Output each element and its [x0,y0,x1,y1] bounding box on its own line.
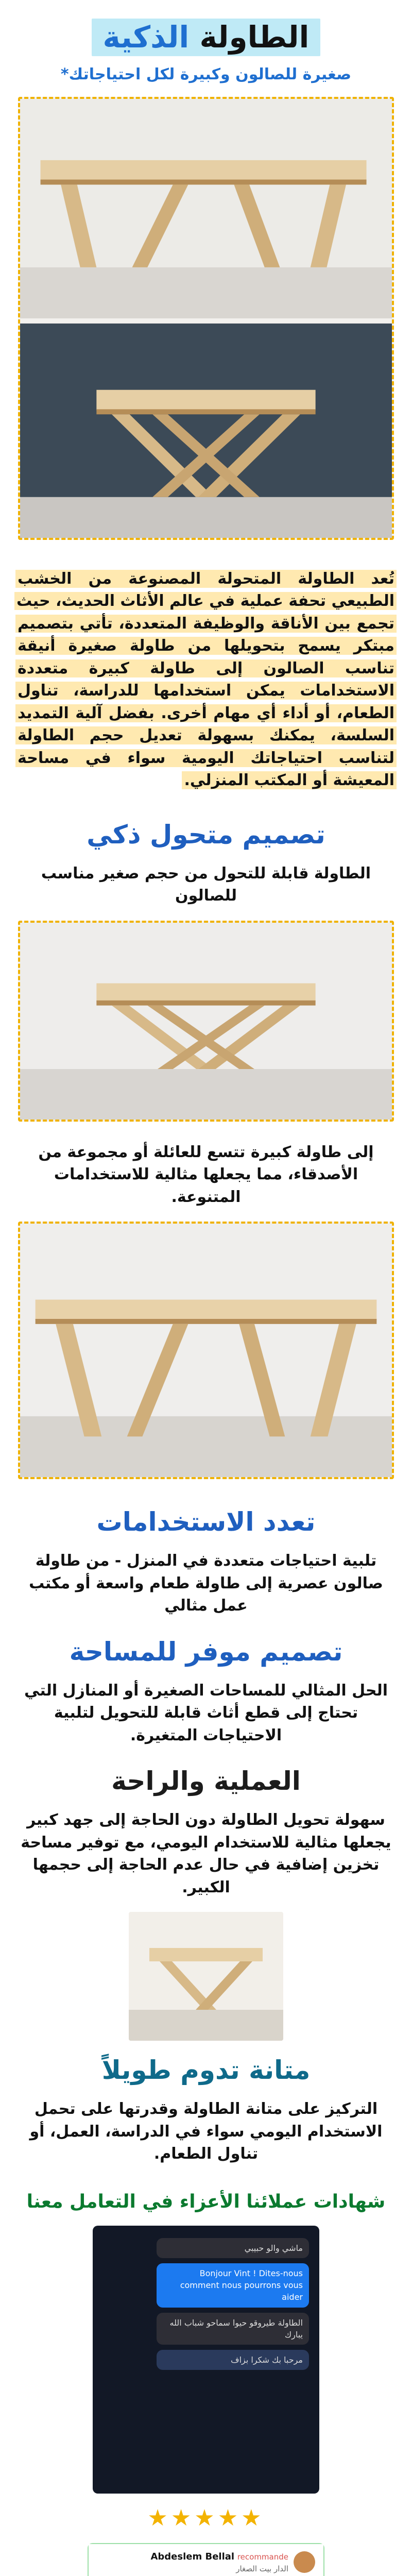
section-text-convenience: سهولة تحويل الطاولة دون الحاجة إلى جهد كبير يجعلها مثالية للاستخدام اليومي، مع توفير مساحة تخزين إضافية في حال عدم الحاجة إلى حجمها الكبير. [21,1811,391,1896]
intro-text: تُعد الطاولة المتحولة المصنوعة من الخشب الطبيعي تحفة عملية في عالم الأثاث الحديث، حيث تجمع بين الأناقة والوظيفة المتعددة، تأتي بتصميم مبتكر يسمح بتحويلها من طاولة صغيرة أنيقة تناسب الصالون إلى طاولة كبيرة متعددة الاستخدامات يمكن استخدامها للدراسة، تناول الطعام، أو أداء أي مهام أخرى. بفضل آلية التمديد السلسة، يمكنك بسهولة تعديل حجم الطاولة لتناسب احتياجاتك اليومية سواء في مساحة المعيشة أو المكتب المنزلي. [14,570,397,790]
section-text-durability: التركيز على متانة الطاولة وقدرتها على تحمل الاستخدام اليومي سواء في الدراسة، العمل، أو تناول الطعام. [29,2100,383,2163]
title-part-2: الذكية [102,20,190,55]
section-heading-space-saving: تصميم موفر للمساحة [0,1638,412,1666]
section-heading-convenience: العملية والراحة [0,1767,412,1795]
chat1-msg-2: Bonjour Vint ! Dites-nous comment nous pourrons vous aider [157,2263,309,2308]
page-subtitle: صغيرة للصالون وكبيرة لكل احتياجاتك* [60,65,352,83]
section-heading-smart-design: تصميم متحول ذكي [0,821,412,849]
intro-paragraph [15,568,397,792]
chat1-msg-4: مرحبا بك شكرا بزاف [157,2350,309,2370]
convertible-table-image [129,1912,283,2041]
review-page-name: الدار بيت الصغار [236,2564,288,2573]
recommend-badge: recommande [237,2552,288,2562]
large-table-illustration [20,1224,392,1477]
section-text-space-saving: الحل المثالي للمساحات الصغيرة أو المنازل التي تحتاج إلى قطع أثاث قابلة للتحويل لتلبية الاحتياجات المتغيرة. [24,1681,388,1744]
small-table-image [18,921,394,1122]
section-text-versatility: تلبية احتياجات متعددة في المنزل - من طاولة صالون عصرية إلى طاولة طعام واسعة أو مكتب عمل مثالي [29,1552,383,1615]
avatar [294,2551,315,2573]
rating-stars-1: ★★★★★ [147,2504,265,2531]
reviews-title: شهادات عملائنا الأعزاء في التعامل معنا [26,2191,386,2212]
chat1-msg-1: ماشي والو حبيبي [157,2238,309,2258]
hero-table-illustration [20,99,392,538]
review-facebook-card [88,2543,324,2576]
chat1-msg-3: الطاولة طيروقو حيوا سماحو شباب الله يبارك [157,2313,309,2345]
convertible-table-illustration [129,1912,283,2041]
review-chat-1 [93,2226,319,2494]
hero-image [18,97,394,540]
title-part-1: الطاولة [199,20,310,55]
large-table-image [18,1222,394,1479]
small-table-illustration [20,923,392,1120]
section-text-smart-design: الطاولة قابلة للتحول من حجم صغير مناسب للصالون [41,864,371,905]
section-heading-durability: متانة تدوم طويلاً [0,2056,412,2084]
section-text-large-table: إلى طاولة كبيرة تتسع للعائلة أو مجموعة من الأصدقاء، مما يجعلها مثالية للاستخدامات المتنوعة. [38,1143,374,1206]
section-heading-versatility: تعدد الاستخدامات [0,1508,412,1536]
title-wrap [0,0,412,56]
page-title [92,19,321,56]
reviewer-name: Abdeslem Bellal [150,2551,235,2562]
